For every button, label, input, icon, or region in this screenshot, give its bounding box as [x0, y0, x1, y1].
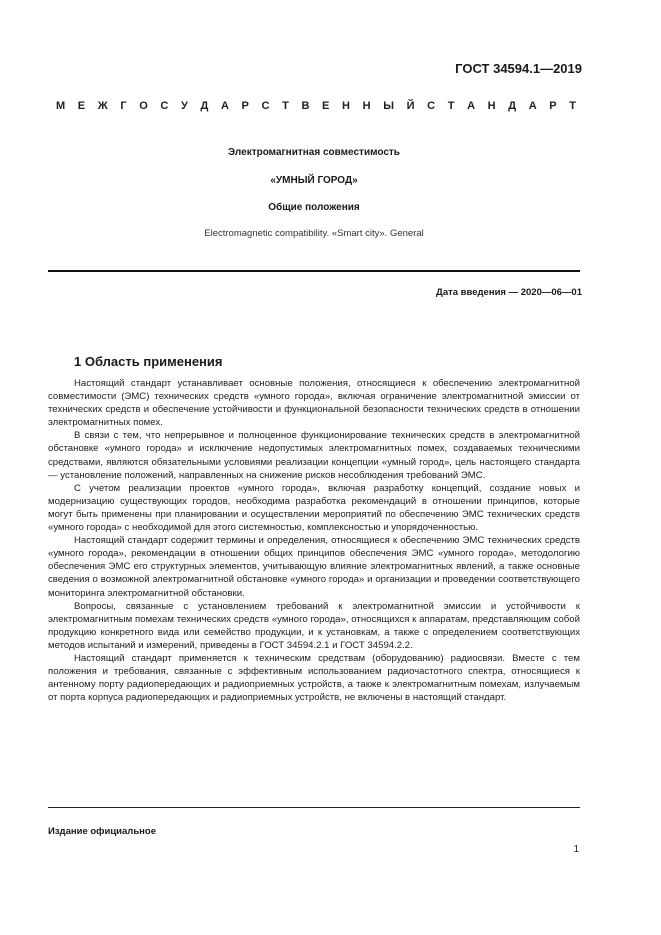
paragraph: С учетом реализации проектов «умного города», включая разработку концепций, создание новых и модернизацию существующих городов, необходима разработка рекомендаций в отношении принципов, которые могут быть применены при планировании и осуществлении мероприятий по обеспечению ЭМС технических средств «умного города» с необходимой для этого системностью, комплексностью и упорядоченностью.	[48, 482, 580, 534]
section-body	[48, 377, 580, 704]
title-en: Electromagnetic compatibility. «Smart city». General	[204, 228, 424, 239]
title-smart-city: «УМНЫЙ ГОРОД»	[270, 175, 358, 186]
paragraph: Настоящий стандарт устанавливает основные положения, относящиеся к обеспечению электромагнитной совместимости (ЭМС) технических средств «умного города», включая ограничение электромагнитной эмиссии от технических средств и обеспечение устойчивости и функциональной безопасности технических средств в отношении электромагнитных помех.	[48, 378, 580, 429]
introduction-date: Дата введения — 2020—06—01	[436, 287, 582, 298]
paragraph: Настоящий стандарт применяется к техническим средствам (оборудованию) радиосвязи. Вместе с тем положения и требования, связанные с эффективным использованием радиочастотного спектра, относящиеся к антенному порту радиопередающих и радиоприемных устройств, а также к электромагнитным помехам, излучаемым от порта корпуса радиопередающих и радиоприемных устройств, не включены в настоящий стандарт.	[48, 652, 580, 704]
official-edition-label: Издание официальное	[48, 826, 156, 837]
standard-type-heading	[56, 100, 576, 112]
paragraph: Настоящий стандарт содержит термины и определения, относящиеся к обеспечению ЭМС технических средств «умного города», рекомендации в отношении общих принципов обеспечения ЭМС «умного города», методологию обеспечения ЭМС его структурных элементов, учитывающую влияние электромагнитных явлений, а также основные сведения о возможной электромагнитной обстановке «умного города» и организации и проведении соответствующего мониторинга электромагнитной обстановки.	[48, 535, 580, 599]
standard-type-text: М Е Ж Г О С У Д А Р С Т В Е Н Н Ы Й С Т А Н Д А Р Т	[56, 100, 576, 112]
paragraph: Вопросы, связанные с установлением требований к электромагнитной эмиссии и устойчивости к электромагнитным помехам технических средств «умного города», относящихся к аппаратам, представляющим собой продукцию конкретного вида или семейство продукции, и к установкам, а также с определением соответствующих методов испытаний и измерений, приведены в ГОСТ 34594.2.1 и ГОСТ 34594.2.2.	[48, 600, 580, 651]
title-general: Общие положения	[268, 202, 360, 213]
paragraph: В связи с тем, что непрерывное и полноценное функционирование технических средств в электромагнитной обстановке «умного города» и исключение недопустимых электромагнитных помех, создаваемых техническими средствами, являются обязательными условиями реализации концепции «умный город», цель настоящего стандарта — установление положений, направленных на снижение рисков несоблюдения требований ЭМС.	[48, 430, 580, 481]
title-block	[48, 147, 580, 239]
bottom-divider	[48, 807, 580, 808]
title-ru: Электромагнитная совместимость	[228, 147, 400, 158]
document-number: ГОСТ 34594.1—2019	[455, 61, 582, 76]
page-number: 1	[573, 844, 579, 855]
section-heading: 1 Область применения	[74, 354, 223, 369]
top-divider	[48, 270, 580, 272]
